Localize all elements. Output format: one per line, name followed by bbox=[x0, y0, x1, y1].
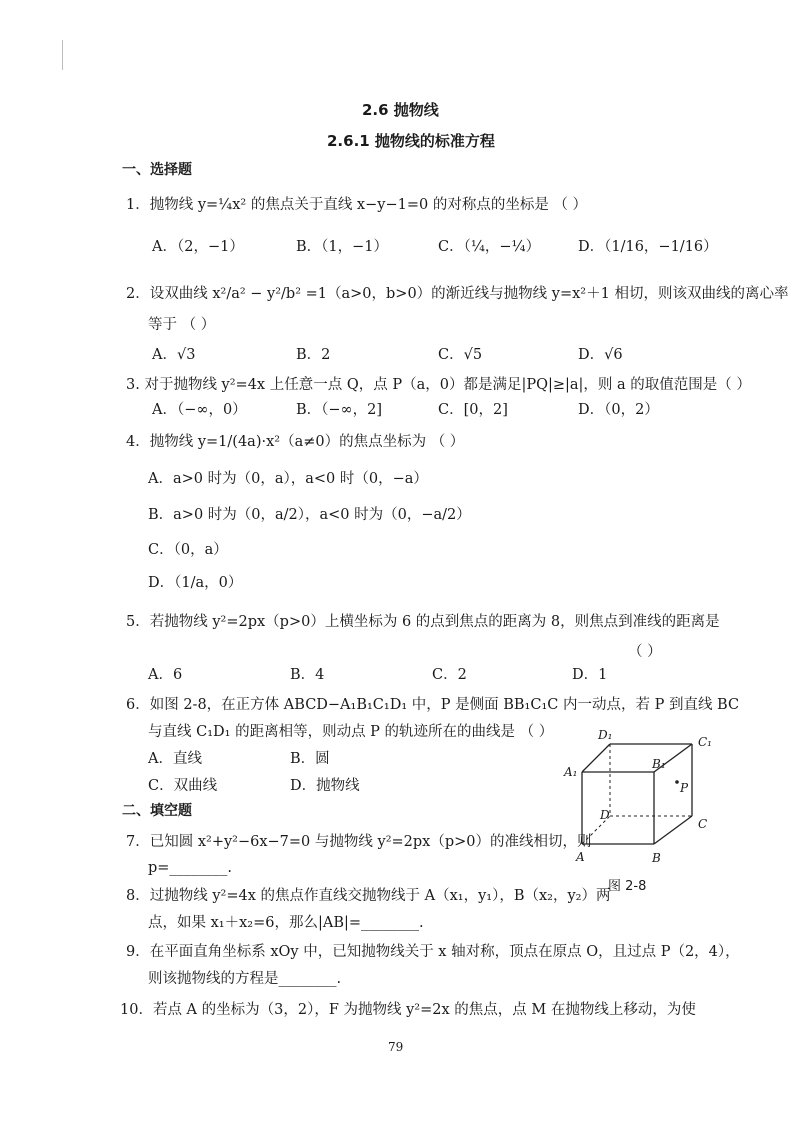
q4-option-c: C．（0，a） bbox=[148, 542, 228, 558]
q1-option-d: D．（1/16，−1/16） bbox=[578, 239, 718, 255]
q9-stem-continued: 则该抛物线的方程是________. bbox=[148, 971, 342, 987]
q5-option-c: C．2 bbox=[432, 667, 467, 683]
q6-option-d: D．抛物线 bbox=[290, 778, 360, 794]
q6-option-c: C．双曲线 bbox=[148, 778, 218, 794]
section-title: 2.6.1 抛物线的标准方程 bbox=[327, 132, 495, 150]
q2-option-a: A．√3 bbox=[152, 347, 196, 363]
q5-option-d: D．1 bbox=[572, 667, 608, 683]
q10-stem: 10．若点 A 的坐标为（3，2），F 为抛物线 y²=2x 的焦点，点 M 在抛物线上移动，为使 bbox=[120, 1002, 696, 1018]
q6-option-b: B．圆 bbox=[290, 751, 330, 767]
q3-option-d: D．（0，2） bbox=[578, 402, 659, 418]
point-p bbox=[675, 780, 679, 784]
q2-option-d: D．√6 bbox=[578, 347, 623, 363]
q6-stem: 6．如图 2-8，在正方体 ABCD−A₁B₁C₁D₁ 中，P 是侧面 BB₁C₁C 内一动点，若 P 到直线 BC bbox=[126, 697, 740, 713]
chapter-title: 2.6 抛物线 bbox=[362, 101, 439, 119]
q4-option-d: D．（1/a，0） bbox=[148, 575, 243, 591]
q4-option-b: B．a>0 时为（0，a/2），a<0 时为（0，−a/2） bbox=[148, 507, 471, 523]
label-d1: D₁ bbox=[598, 728, 613, 742]
cube-figure bbox=[562, 724, 722, 896]
label-a: A bbox=[576, 850, 585, 864]
page-number: 79 bbox=[388, 1040, 404, 1054]
q5-option-b: B．4 bbox=[290, 667, 325, 683]
label-c1: C₁ bbox=[698, 735, 712, 749]
q1-option-c: C．（¼，−¼） bbox=[438, 239, 541, 255]
q9-stem: 9．在平面直角坐标系 xOy 中，已知抛物线关于 x 轴对称，顶点在原点 O，且过点 P（2，4）， bbox=[126, 944, 740, 960]
q5-stem: 5．若抛物线 y²=2px（p>0）上横坐标为 6 的点到焦点的距离为 8，则焦点到准线的距离是 bbox=[126, 614, 720, 630]
q1-option-a: A．（2，−1） bbox=[152, 239, 244, 255]
q3-option-a: A．（−∞，0） bbox=[152, 402, 247, 418]
q1-stem: 1．抛物线 y=¼x² 的焦点关于直线 x−y−1=0 的对称点的坐标是 （ ） bbox=[126, 197, 588, 213]
q3-option-b: B．（−∞，2] bbox=[296, 402, 383, 418]
q7-stem-continued: p=________. bbox=[148, 860, 233, 876]
q8-stem: 8．过抛物线 y²=4x 的焦点作直线交抛物线于 A（x₁，y₁），B（x₂，y₂）两 bbox=[126, 888, 611, 904]
scan-mark bbox=[62, 40, 63, 70]
q7-stem: 7．已知圆 x²+y²−6x−7=0 与抛物线 y²=2px（p>0）的准线相切，则 bbox=[126, 834, 592, 850]
label-b: B bbox=[652, 851, 661, 865]
q3-option-c: C．[0，2] bbox=[438, 402, 508, 418]
q1-option-b: B．（1，−1） bbox=[296, 239, 389, 255]
label-p: P bbox=[680, 781, 689, 795]
q5-option-a: A．6 bbox=[148, 667, 183, 683]
label-d: D bbox=[600, 808, 610, 822]
q5-answer-blank: （ ） bbox=[628, 644, 662, 660]
q4-option-a: A．a>0 时为（0，a），a<0 时（0，−a） bbox=[148, 471, 428, 487]
section-choice-heading: 一、选择题 bbox=[122, 162, 192, 178]
q6-option-a: A．直线 bbox=[148, 751, 202, 767]
q6-stem-continued: 与直线 C₁D₁ 的距离相等，则动点 P 的轨迹所在的曲线是 （ ） bbox=[148, 724, 554, 740]
q2-option-c: C．√5 bbox=[438, 347, 483, 363]
edge-a1d1 bbox=[582, 744, 610, 772]
q3-stem: 3. 对于抛物线 y²=4x 上任意一点 Q，点 P（a，0）都是满足|PQ|≥|a|，则 a 的取值范围是（ ） bbox=[126, 377, 751, 393]
edge-bc bbox=[654, 816, 692, 844]
figure-caption: 图 2-8 bbox=[608, 879, 647, 894]
q2-stem-continued: 等于 （ ） bbox=[148, 317, 216, 333]
q8-stem-continued: 点，如果 x₁＋x₂=6，那么|AB|=________. bbox=[148, 915, 424, 931]
q2-stem: 2．设双曲线 x²/a² − y²/b² =1（a>0，b>0）的渐近线与抛物线 y=x²＋1 相切，则该双曲线的离心率 bbox=[126, 286, 789, 302]
q4-stem: 4．抛物线 y=1/(4a)·x²（a≠0）的焦点坐标为 （ ） bbox=[126, 434, 465, 450]
q2-option-b: B．2 bbox=[296, 347, 331, 363]
label-a1: A₁ bbox=[564, 765, 578, 779]
label-b1: B₁ bbox=[652, 757, 666, 771]
label-c: C bbox=[698, 817, 708, 831]
section-fill-heading: 二、填空题 bbox=[122, 803, 192, 819]
